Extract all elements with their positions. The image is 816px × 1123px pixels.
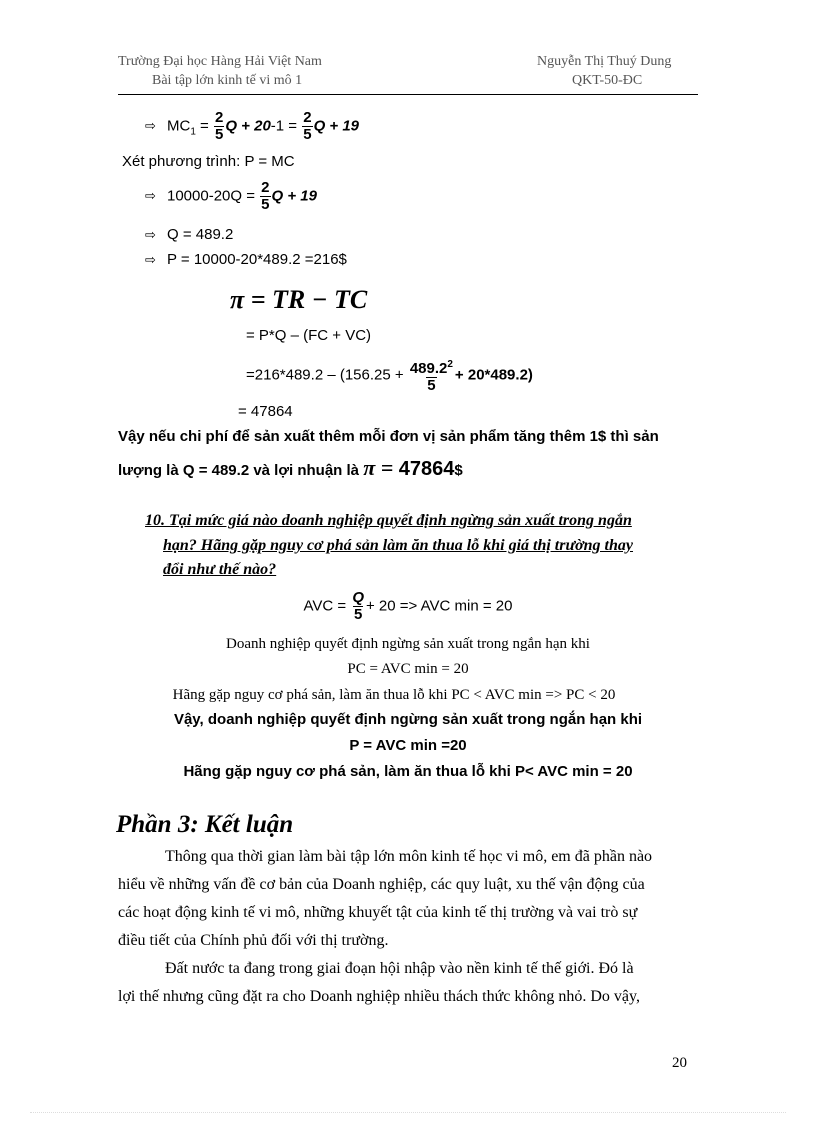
profit-step-2: =216*489.2 – (156.25 + $\frac{489.2^2}{5}$ + 20*489.2)	[246, 359, 533, 394]
equation-p-mc: ⇨ 10000-20Q = $\frac{2}{5}$ Q + 19	[145, 179, 317, 213]
implies-arrow-icon: ⇨	[145, 253, 156, 268]
q10-summary-2: P = AVC min =20	[349, 737, 467, 754]
question-10-line-1: 10. Tại mức giá nào doanh nghiệp quyết định ngừng sản xuất trong ngắn	[145, 512, 632, 529]
fraction: $\frac{2}{5}$	[261, 179, 270, 213]
avc-equation: AVC = $\frac{Q}{5}$ + 20 => AVC min = 20	[303, 589, 513, 623]
q10-body-1: Doanh nghiệp quyết định ngừng sản xuất trong ngắn hạn khi	[226, 636, 590, 652]
paragraph-line-4: điều tiết của Chính phủ đối với thị trường.	[118, 932, 389, 949]
profit-formula: π = TR − TC	[230, 285, 368, 314]
mc-equation: ⇨ $MC_1$ = $\frac{2}{5}$ Q + 20-1 = $\frac{2}{5}$ Q + 19	[145, 109, 360, 143]
header-author: Nguyễn Thị Thuý Dung	[537, 54, 672, 69]
implies-arrow-icon: ⇨	[145, 119, 156, 135]
q10-body-3: Hãng gặp nguy cơ phá sản, làm ăn thua lỗ khi PC < AVC min => PC < 20	[172, 687, 616, 703]
xet-phuong-trinh: Xét phương trình: P = MC	[122, 153, 295, 170]
header-course: Bài tập lớn kinh tế vi mô 1	[152, 73, 303, 88]
header-university: Trường Đại học Hàng Hải Việt Nam	[118, 54, 322, 69]
q-result: ⇨ Q = 489.2	[145, 226, 234, 243]
header-rule	[118, 94, 698, 95]
paragraph-line-1: Thông qua thời gian làm bài tập lớn môn kinh tế học vi mô, em đã phần nào	[165, 848, 653, 865]
question-10-line-2: hạn? Hãng gặp nguy cơ phá sản làm ăn thua lỗ khi giá thị trường thay	[163, 537, 633, 554]
question-10-line-3: đổi như thế nào?	[163, 561, 277, 578]
profit-step-1: = P*Q – (FC + VC)	[246, 327, 372, 344]
paragraph-line-3: các hoạt động kinh tế vi mô, những khuyết tật của kinh tế thị trường và vai trò sự	[118, 904, 638, 921]
profit-step-3: = 47864	[238, 403, 293, 420]
footer-rule	[30, 1112, 786, 1113]
implies-arrow-icon: ⇨	[145, 189, 156, 205]
q10-body-2: PC = AVC min = 20	[347, 661, 469, 677]
p-result: ⇨ P = 10000-20*489.2 =216$	[145, 251, 347, 268]
paragraph-line-5: Đất nước ta đang trong giai đoạn hội nhập vào nền kinh tế thế giới. Đó là	[165, 960, 634, 977]
fraction: $\frac{2}{5}$	[303, 109, 312, 143]
implies-arrow-icon: ⇨	[145, 228, 156, 243]
conclusion-line-2: lượng là Q = 489.2 và lợi nhuận là π = 47864$	[118, 455, 463, 480]
conclusion-line-1: Vậy nếu chi phí để sản xuất thêm mỗi đơn vị sản phẩm tăng thêm 1$ thì sản	[118, 428, 659, 445]
paragraph-line-6: lợi thế nhưng cũng đặt ra cho Doanh nghiệp nhiều thách thức không nhỏ. Do vậy,	[118, 988, 640, 1005]
q10-summary-3: Hãng gặp nguy cơ phá sản, làm ăn thua lỗ khi P< AVC min = 20	[183, 763, 633, 780]
page-number: 20	[672, 1055, 687, 1071]
header-class: QKT-50-ĐC	[572, 73, 643, 88]
fraction: $\frac{2}{5}$	[215, 109, 224, 143]
q10-summary-1: Vậy, doanh nghiệp quyết định ngừng sản xuất trong ngắn hạn khi	[173, 711, 643, 728]
section-title: Phần 3: Kết luận	[116, 811, 294, 838]
fraction: $\frac{489.2^2}{5}$	[409, 359, 453, 394]
fraction: $\frac{Q}{5}$	[352, 589, 364, 623]
paragraph-line-2: hiểu về những vấn đề cơ bản của Doanh nghiệp, các quy luật, xu thế vận động của	[118, 876, 645, 893]
